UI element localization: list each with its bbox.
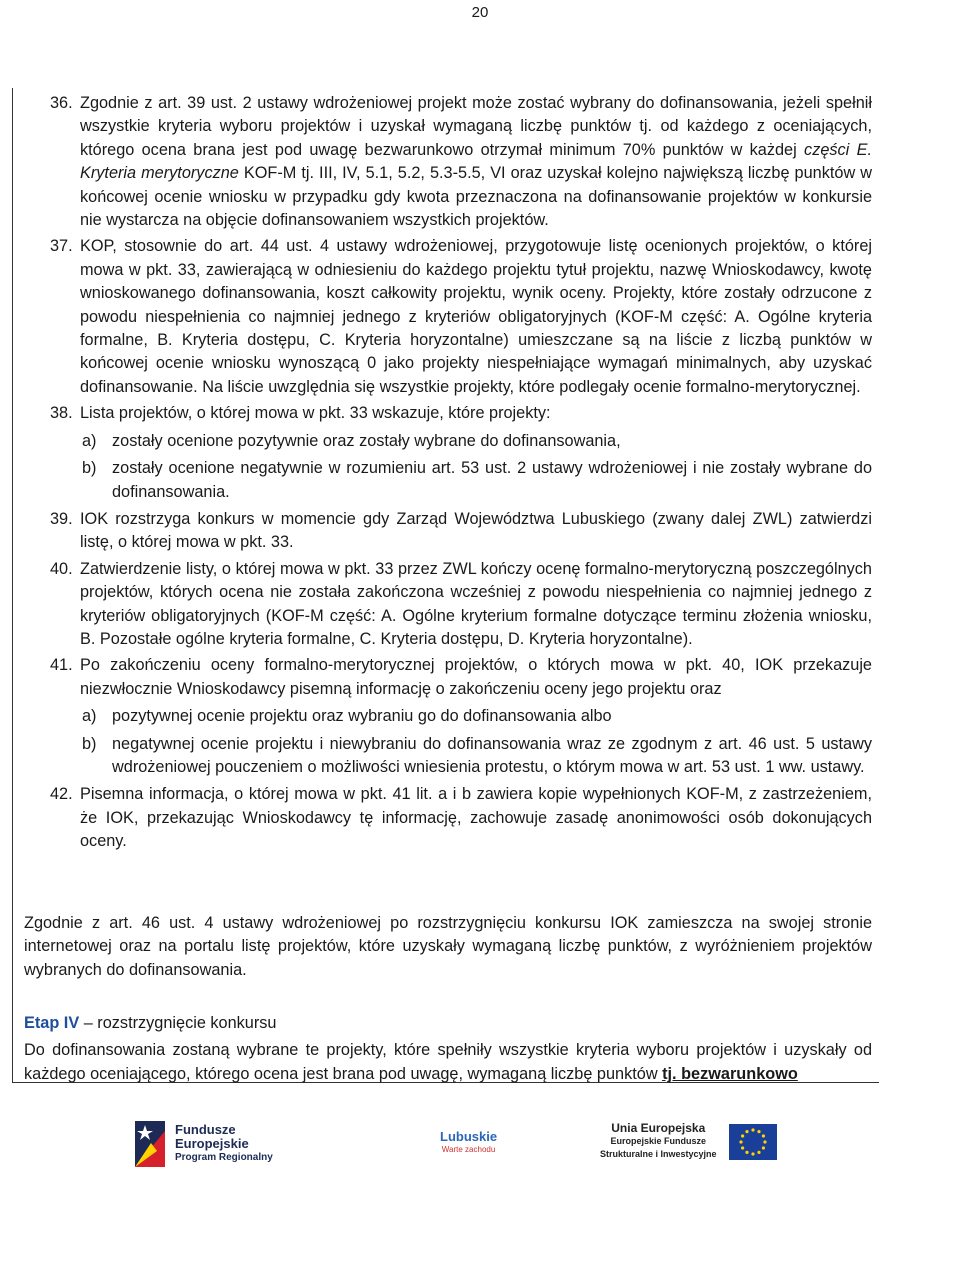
- item-number: 36.: [50, 94, 73, 112]
- item-number: 41.: [50, 656, 73, 675]
- sub-item: [50, 705, 872, 728]
- eu-star-icon: [741, 1146, 744, 1149]
- eu-star-icon: [763, 1140, 766, 1143]
- eu-star-icon: [751, 1152, 754, 1155]
- item-text: Zatwierdzenie listy, o której mowa w pkt. 33 przez ZWL kończy ocenę formalno-merytoryczną poszczególnych projektów, których ocena nie została zakończona wcześniej z powodu niespełnienia co najmniej jednego z kryteriów obligatoryjnych (KOF-M część: A. Ogólne kryterium formalne dotyczące terminu złożenia wniosku, B. Pozostałe ogólne kryteria formalne, C. Kryteria dostępu, D. Kryteria horyzontalne).: [80, 559, 872, 648]
- list-item: [50, 654, 872, 701]
- sub-letter: a): [82, 431, 97, 450]
- item-number: 42.: [50, 785, 73, 804]
- item-text: KOF-M tj. III, IV, 5.1, 5.2, 5.3-5.5, VI oraz uzyskał kolejno największą liczbę punktów w końcowej ocenie wniosku w przypadku gdy kwota przeznaczona na dofinansowanie projektów w konkursie nie wystarcza na objęcie dofinansowaniem wszystkich projektów.: [80, 164, 872, 230]
- item-text: Po zakończeniu oceny formalno-merytorycznej projektów, o których mowa w pkt. 40, IOK przekazuje niezwłocznie Wnioskodawcy pisemną informację o zakończeniu oceny jego projektu oraz: [80, 656, 872, 698]
- footer-logos: [0, 1118, 960, 1178]
- list-item: [50, 508, 872, 555]
- item-text: IOK rozstrzyga konkurs w momencie gdy Zarząd Województwa Lubuskiego (zwany dalej ZWL) zatwierdzi listę, o której mowa w pkt. 33.: [80, 509, 872, 552]
- item-text: Pisemna informacja, o której mowa w pkt. 41 lit. a i b zawiera kopie wypełnionych KOF-M, z zastrzeżeniem, że IOK, przekazując Wnioskodawcy tę informację, zachowuje zasadę anonimowości osób dokonujących oceny.: [80, 785, 872, 851]
- list-item: [50, 235, 872, 399]
- etap-subtitle: – rozstrzygnięcie konkursu: [79, 1014, 277, 1032]
- lubuskie-logo: [440, 1130, 497, 1156]
- sub-item: [50, 430, 872, 453]
- sub-text: zostały ocenione negatywnie w rozumieniu art. 53 ust. 2 ustawy wdrożeniowej i nie zostały wybrane do dofinansowania.: [112, 459, 872, 501]
- fe-line1: Fundusze: [175, 1122, 236, 1137]
- etap-section: [24, 1012, 872, 1086]
- eu-star-icon: [745, 1130, 748, 1133]
- numbered-list: [50, 92, 872, 857]
- closing-paragraph: Zgodnie z art. 46 ust. 4 ustawy wdrożeniowej po rozstrzygnięciu konkursu IOK zamieszcza na swojej stronie internetowej oraz na portalu listę projektów, które uzyskały wymaganą liczbę punktów, z wyróżnieniem projektów wybranych do dofinansowania.: [24, 914, 872, 979]
- fe-flag-icon: [135, 1121, 165, 1167]
- eu-star-icon: [757, 1130, 760, 1133]
- list-item: [50, 402, 872, 425]
- ue-line3: Strukturalne i Inwestycyjne: [600, 1149, 717, 1159]
- etap-text: Do dofinansowania zostaną wybrane te projekty, które spełniły wszystkie kryteria wyboru projektów i uzyskały od każdego oceniającego, którego ocena jest brana pod uwagę, wymaganą liczbę punktów: [24, 1041, 872, 1083]
- item-text: Zgodnie z art. 39 ust. 2 ustawy wdrożeniowej projekt może zostać wybrany do dofinansowania, jeżeli spełnił wszystkie kryteria wyboru projektów i uzyskał wymaganą liczbę punktów tj. od każdego z oceniających, którego ocena brana jest pod uwagę bezwarunkowo otrzymał minimum 70% punktów w każdej: [80, 94, 872, 159]
- lubuskie-slogan: Warte zachodu: [441, 1145, 496, 1154]
- sub-text: negatywnej ocenie projektu i niewybraniu do dofinansowania wraz ze zgodnym z art. 46 ust. 5 ustawy wdrożeniowej pouczeniem o możliwości wniesienia protestu, o którym mowa w art. 53 ust. 1 ww. ustawy.: [112, 734, 872, 776]
- fe-line2: Europejskie: [175, 1136, 249, 1151]
- list-item: [50, 783, 872, 853]
- eu-star-icon: [751, 1128, 754, 1131]
- list-item: [50, 92, 872, 232]
- eu-flag-icon: [729, 1124, 777, 1160]
- item-text: KOP, stosownie do art. 44 ust. 4 ustawy wdrożeniowej, przygotowuje listę ocenionych projektów, o której mowa w pkt. 33, zawierającą w odniesieniu do każdego projektu tytuł projektu, nazwę Wnioskodawcy, kwotę wnioskowanego dofinansowania, koszt całkowity projektu, wynik oceny. Projekty, które zostały odrzucone z powodu niespełnienia co najmniej jednego z kryteriów obligatoryjnych (KOF-M część: A. Ogólne kryteria formalne, B. Kryteria dostępu, C. Kryteria horyzontalne) umieszczane są na liście z liczbą punktów w końcowej ocenie wniosku wynoszącą 0 jako projekty niespełniające wymagań minimalnych, aby uzyskać dofinansowanie. Na liście uwzględnia się wszystkie projekty, które podlegały ocenie formalno-merytorycznej.: [80, 237, 872, 396]
- item-number: 38.: [50, 404, 73, 423]
- etap-emphasis: tj. bezwarunkowo: [662, 1064, 798, 1083]
- sub-letter: a): [82, 707, 97, 726]
- page-number: 20: [471, 4, 489, 21]
- fundusze-europejskie-logo: [135, 1121, 273, 1167]
- item-number: 39.: [50, 509, 73, 528]
- sub-item: [50, 733, 872, 780]
- fe-line3: Program Regionalny: [175, 1152, 273, 1163]
- sub-letter: b): [82, 734, 97, 753]
- sub-text: pozytywnej ocenie projektu oraz wybraniu go do dofinansowania albo: [112, 707, 612, 726]
- unia-europejska-logo: [600, 1122, 777, 1161]
- eu-star-icon: [761, 1134, 764, 1137]
- sub-letter: b): [82, 459, 97, 478]
- lubuskie-name: Lubuskie: [440, 1129, 498, 1144]
- sub-item: [50, 457, 872, 504]
- item-text: Lista projektów, o której mowa w pkt. 33 wskazuje, które projekty:: [80, 404, 551, 423]
- sub-text: zostały ocenione pozytywnie oraz zostały wybrane do dofinansowania,: [112, 431, 621, 450]
- item-number: 37.: [50, 237, 73, 256]
- item-text-italic: części E. Kryteria merytoryczne: [80, 140, 872, 183]
- item-number: 40.: [50, 559, 73, 578]
- eu-star-icon: [757, 1150, 760, 1153]
- eu-star-icon: [745, 1150, 748, 1153]
- ue-line1: Unia Europejska: [611, 1121, 706, 1135]
- list-item: [50, 558, 872, 652]
- eu-star-icon: [741, 1134, 744, 1137]
- etap-title: Etap IV: [24, 1014, 80, 1032]
- eu-star-icon: [739, 1140, 742, 1143]
- eu-star-icon: [761, 1146, 764, 1149]
- ue-line2: Europejskie Fundusze: [610, 1136, 707, 1146]
